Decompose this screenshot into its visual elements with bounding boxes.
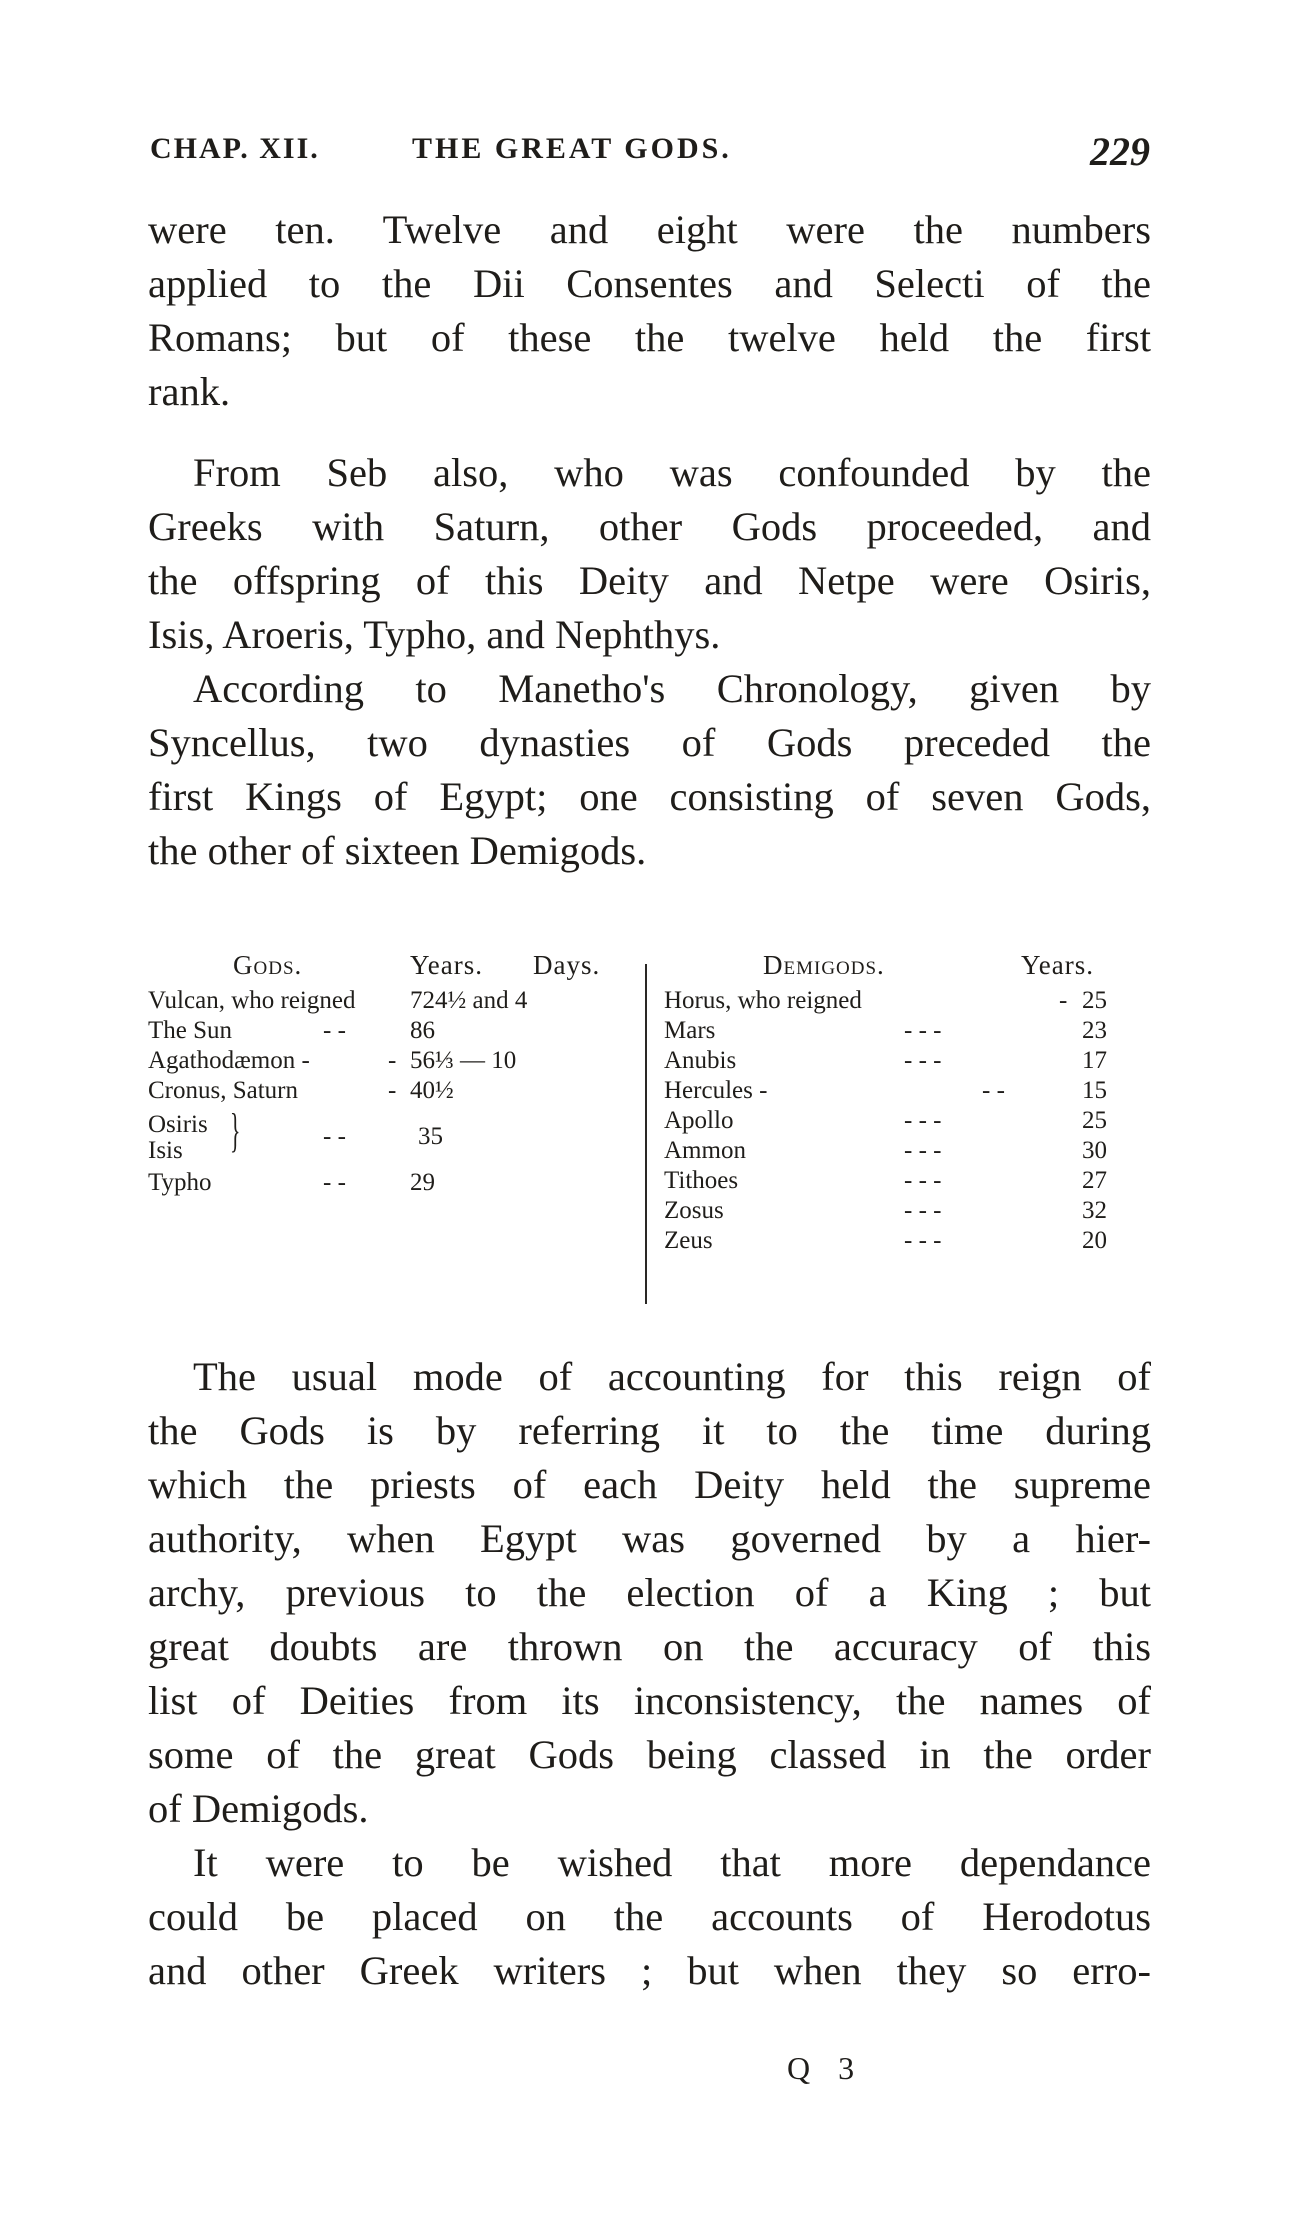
text-line: From Seb also, who was confounded by the	[193, 450, 1151, 495]
leader-dashes: - -	[323, 1169, 346, 1196]
text-line: first Kings of Egypt; one consisting of seven Gods,	[148, 774, 1151, 819]
paragraph-1	[148, 203, 1151, 419]
table-row	[664, 986, 1151, 1016]
god-name: Isis	[148, 1137, 183, 1164]
god-name: Vulcan, who reigned	[148, 987, 356, 1014]
brace-icon: }	[230, 1104, 241, 1157]
demigod-name: Apollo	[664, 1107, 734, 1134]
text-line: rank.	[148, 369, 231, 414]
leader-dashes: - - -	[904, 1107, 942, 1134]
demigod-name: Anubis	[664, 1047, 737, 1074]
demigods-years-header: Years.	[1021, 950, 1095, 980]
demigod-years: 20	[1082, 1227, 1107, 1254]
table-row	[148, 1046, 628, 1076]
demigod-years: 32	[1082, 1197, 1107, 1224]
leader-dashes: - - -	[904, 1137, 942, 1164]
demigod-years: 17	[1082, 1047, 1107, 1074]
demigod-years: 23	[1082, 1017, 1107, 1044]
table-row	[664, 1076, 1151, 1106]
demigod-years: 25	[1082, 987, 1107, 1014]
text-line: which the priests of each Deity held the supreme	[148, 1462, 1151, 1507]
text-line: applied to the Dii Consentes and Selecti of the	[148, 261, 1151, 306]
demigod-years: 27	[1082, 1167, 1107, 1194]
demigods-header: Demigods.	[763, 950, 885, 980]
gods-days-header: Days.	[533, 950, 601, 980]
demigod-name: Ammon	[664, 1137, 746, 1164]
page-number: 229	[1090, 129, 1150, 174]
god-name: Cronus, Saturn	[148, 1077, 298, 1104]
text-line: According to Manetho's Chronology, given by	[193, 666, 1151, 711]
demigod-name: Tithoes	[664, 1167, 739, 1194]
text-line: could be placed on the accounts of Herodotus	[148, 1894, 1151, 1939]
demigod-name: Horus, who reigned	[664, 987, 862, 1014]
text-line: archy, previous to the election of a King ; but	[148, 1570, 1151, 1615]
demigod-name: Mars	[664, 1017, 716, 1044]
god-reign: 56⅓ — 10	[410, 1047, 517, 1074]
god-reign: 40½	[410, 1077, 454, 1104]
leader-dashes: - -	[982, 1077, 1005, 1104]
demigod-years: 15	[1082, 1077, 1107, 1104]
table-row	[148, 986, 628, 1016]
text-line: Isis, Aroeris, Typho, and Nephthys.	[148, 612, 721, 657]
text-line: were ten. Twelve and eight were the numbers	[148, 207, 1151, 252]
god-reign: 29	[410, 1169, 435, 1196]
text-line: Syncellus, two dynasties of Gods preceded the	[148, 720, 1151, 765]
table-row	[664, 1136, 1151, 1166]
text-line: of Demigods.	[148, 1786, 369, 1831]
leader-dashes: -	[1059, 987, 1068, 1014]
table-row	[664, 1196, 1151, 1226]
text-line: the other of sixteen Demigods.	[148, 828, 647, 873]
leader-dashes: - - -	[904, 1167, 942, 1194]
table-row	[664, 1016, 1151, 1046]
leader-dashes: - - -	[904, 1227, 942, 1254]
demigod-years: 25	[1082, 1107, 1107, 1134]
dynasty-tables	[148, 950, 1151, 1310]
god-reign: 35	[418, 1123, 443, 1150]
god-reign: 724½ and 4	[410, 987, 528, 1014]
table-row	[148, 1122, 628, 1152]
paragraph-4	[148, 1350, 1151, 1836]
chapter-label: CHAP. XII.	[150, 132, 320, 165]
page-heading: THE GREAT GODS.	[412, 132, 732, 165]
leader-dashes: - - -	[904, 1197, 942, 1224]
demigod-name: Zeus	[664, 1227, 713, 1254]
demigod-name: Hercules -	[664, 1077, 768, 1104]
text-line: It were to be wished that more dependance	[193, 1840, 1151, 1885]
column-divider	[645, 964, 647, 1304]
text-line: list of Deities from its inconsistency, the names of	[148, 1678, 1151, 1723]
god-reign: 86	[410, 1017, 435, 1044]
text-line: the Gods is by referring it to the time during	[148, 1408, 1151, 1453]
signature-mark: Q 3	[787, 2050, 865, 2086]
leader-dashes: - - -	[904, 1047, 942, 1074]
leader-dashes: -	[388, 1077, 397, 1104]
leader-dashes: - - -	[904, 1017, 942, 1044]
text-line: the offspring of this Deity and Netpe were Osiris,	[148, 558, 1151, 603]
leader-dashes: - -	[323, 1123, 346, 1150]
table-row	[664, 1106, 1151, 1136]
gods-years-header: Years.	[410, 950, 484, 980]
table-row	[664, 1226, 1151, 1256]
gods-header: Gods.	[233, 950, 303, 980]
table-row	[664, 1166, 1151, 1196]
table-row	[148, 1016, 628, 1046]
leader-dashes: - -	[323, 1017, 346, 1044]
text-line: and other Greek writers ; but when they so erro-	[148, 1948, 1151, 1993]
god-name: Osiris	[148, 1111, 208, 1138]
leader-dashes: -	[388, 1047, 397, 1074]
demigod-name: Zosus	[664, 1197, 724, 1224]
demigod-years: 30	[1082, 1137, 1107, 1164]
god-name: Agathodæmon -	[148, 1047, 310, 1074]
table-row	[148, 1168, 628, 1198]
table-row	[664, 1046, 1151, 1076]
god-name: The Sun	[148, 1017, 233, 1044]
text-line: The usual mode of accounting for this reign of	[193, 1354, 1151, 1399]
paragraph-3	[148, 662, 1151, 878]
table-row	[148, 1076, 628, 1106]
text-line: authority, when Egypt was governed by a hier-	[148, 1516, 1151, 1561]
text-line: some of the great Gods being classed in the order	[148, 1732, 1151, 1777]
text-line: great doubts are thrown on the accuracy of this	[148, 1624, 1151, 1669]
god-name: Typho	[148, 1169, 212, 1196]
text-line: Greeks with Saturn, other Gods proceeded, and	[148, 504, 1151, 549]
paragraph-5	[148, 1836, 1151, 1998]
running-head	[150, 128, 1150, 178]
text-line: Romans; but of these the twelve held the first	[148, 315, 1151, 360]
paragraph-2	[148, 446, 1151, 662]
